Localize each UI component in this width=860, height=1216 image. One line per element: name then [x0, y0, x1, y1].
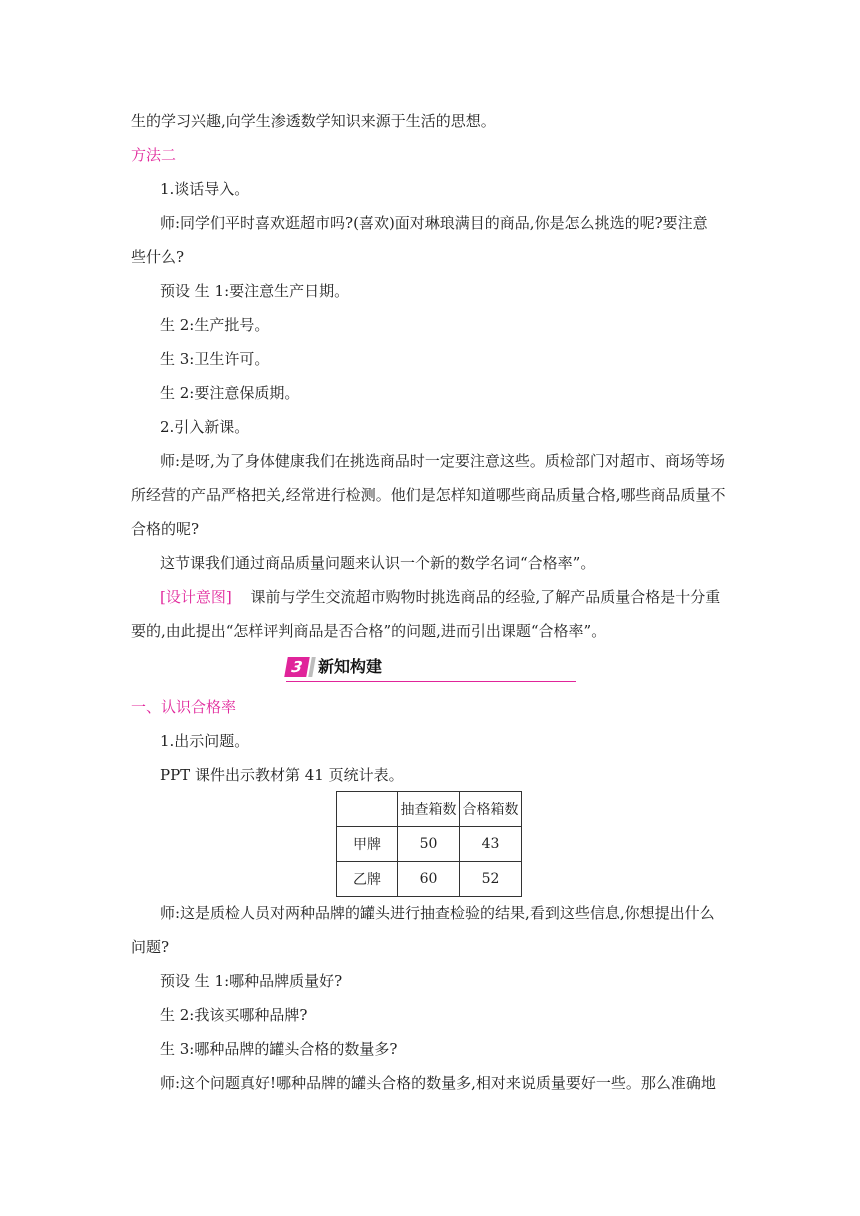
step-heading: 1.出示问题。: [160, 732, 250, 750]
dialogue-line: 预设 生 1:要注意生产日期。: [160, 282, 350, 300]
paragraph-line: 问题?: [131, 938, 170, 956]
table-cell: 甲牌: [337, 827, 398, 862]
paragraph-line: 师:是呀,为了身体健康我们在挑选商品时一定要注意这些。质检部门对超市、商场等场: [160, 452, 725, 470]
paragraph-line: 要的,由此提出“怎样评判商品是否合格”的问题,进而引出课题“合格率”。: [131, 622, 607, 640]
dialogue-line: 生 3:卫生许可。: [160, 350, 270, 368]
subsection-heading: 一、认识合格率: [131, 698, 237, 716]
table-header-cell: 抽查箱数: [398, 792, 460, 827]
dialogue-line: 生 3:哪种品牌的罐头合格的数量多?: [160, 1040, 398, 1058]
dialogue-line: 生 2:我该买哪种品牌?: [160, 1006, 308, 1024]
table-header-cell: 合格箱数: [460, 792, 522, 827]
table-row: [337, 862, 522, 897]
section-title: 新知构建: [318, 657, 383, 676]
design-intent-tag: [设计意图]: [160, 588, 232, 606]
paragraph-line: 师:这个问题真好!哪种品牌的罐头合格的数量多,相对来说质量要好一些。那么准确地: [160, 1074, 716, 1092]
table-cell: 乙牌: [337, 862, 398, 897]
paragraph-line: 师:同学们平时喜欢逛超市吗?(喜欢)面对琳琅满目的商品,你是怎么挑选的呢?要注意: [160, 214, 708, 232]
paragraph-line: 所经营的产品严格把关,经常进行检测。他们是怎样知道哪些商品质量合格,哪些商品质量不: [131, 486, 726, 504]
table-cell: 50: [398, 827, 460, 862]
statistics-table: [336, 791, 522, 897]
design-intent-line: [160, 587, 720, 607]
paragraph-line: PPT 课件出示教材第 41 页统计表。: [160, 766, 404, 784]
step-heading: 2.引入新课。: [160, 418, 250, 436]
step-heading: 1.谈话导入。: [160, 180, 250, 198]
section-number-badge: 3: [284, 657, 310, 677]
dialogue-line: 生 2:生产批号。: [160, 316, 270, 334]
paragraph-line: 合格的呢?: [131, 520, 200, 538]
dialogue-line: 预设 生 1:哪种品牌质量好?: [160, 972, 343, 990]
section-header: [286, 655, 576, 682]
paragraph-line: 些什么?: [131, 248, 185, 266]
table-cell: 52: [460, 862, 522, 897]
method-heading: 方法二: [131, 146, 177, 164]
dialogue-line: 生 2:要注意保质期。: [160, 384, 300, 402]
table-cell: 60: [398, 862, 460, 897]
table-header-row: [337, 792, 522, 827]
table-cell: 43: [460, 827, 522, 862]
table-header-cell: [337, 792, 398, 827]
design-intent-text: 课前与学生交流超市购物时挑选商品的经验,了解产品质量合格是十分重: [250, 588, 721, 606]
paragraph-line: 师:这是质检人员对两种品牌的罐头进行抽查检验的结果,看到这些信息,你想提出什么: [160, 904, 715, 922]
paragraph-line: 生的学习兴趣,向学生渗透数学知识来源于生活的思想。: [131, 112, 496, 130]
paragraph-line: 这节课我们通过商品质量问题来认识一个新的数学名词“合格率”。: [160, 554, 596, 572]
table-row: [337, 827, 522, 862]
